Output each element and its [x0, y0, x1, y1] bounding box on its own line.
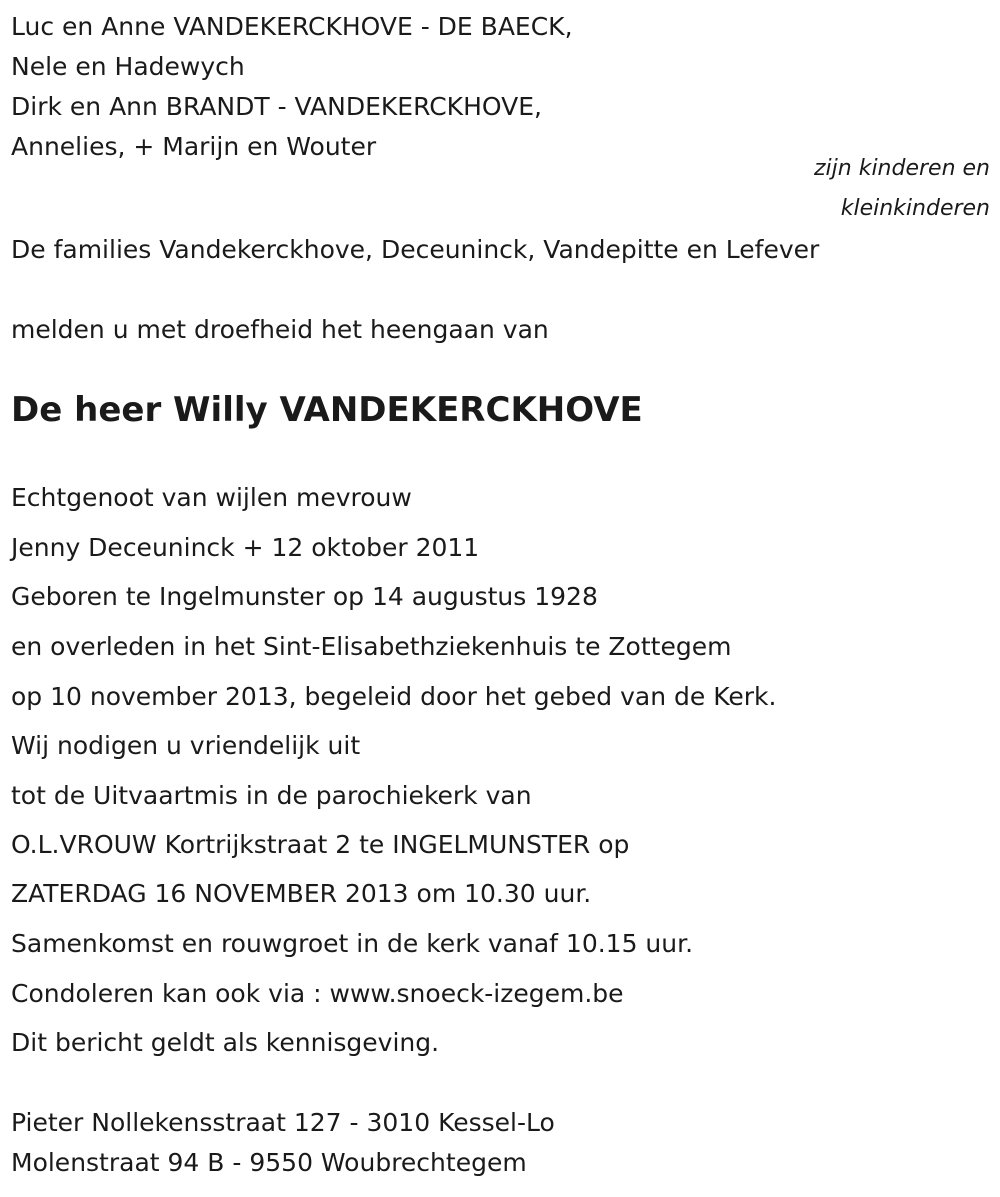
- relation-line-2: kleinkinderen: [840, 196, 990, 221]
- relation-line-1: zijn kinderen en: [814, 156, 990, 181]
- family-line-3: Dirk en Ann BRANDT - VANDEKERCKHOVE,: [11, 92, 542, 121]
- detail-line-4: en overleden in het Sint-Elisabethziekenhuis te Zottegem: [11, 632, 732, 661]
- detail-line-9: ZATERDAG 16 NOVEMBER 2013 om 10.30 uur.: [11, 879, 592, 908]
- announcement-line: melden u met droefheid het heengaan van: [11, 315, 549, 344]
- detail-line-7: tot de Uitvaartmis in de parochiekerk van: [11, 781, 532, 810]
- detail-line-12: Dit bericht geldt als kennisgeving.: [11, 1028, 440, 1057]
- detail-line-3: Geboren te Ingelmunster op 14 augustus 1928: [11, 582, 598, 611]
- address-line-1: Pieter Nollekensstraat 127 - 3010 Kessel-Lo: [11, 1108, 555, 1137]
- address-line-2: Molenstraat 94 B - 9550 Woubrechtegem: [11, 1148, 527, 1177]
- detail-line-10: Samenkomst en rouwgroet in de kerk vanaf 10.15 uur.: [11, 929, 694, 958]
- detail-line-11: Condoleren kan ook via : www.snoeck-izegem.be: [11, 979, 624, 1008]
- detail-line-2: Jenny Deceuninck + 12 oktober 2011: [11, 533, 480, 562]
- families-line: De families Vandekerckhove, Deceuninck, Vandepitte en Lefever: [11, 235, 820, 264]
- family-line-4: Annelies, + Marijn en Wouter: [11, 132, 377, 161]
- detail-line-6: Wij nodigen u vriendelijk uit: [11, 731, 361, 760]
- deceased-name: De heer Willy VANDEKERCKHOVE: [11, 390, 643, 430]
- detail-line-8: O.L.VROUW Kortrijkstraat 2 te INGELMUNSTER op: [11, 830, 630, 859]
- detail-line-1: Echtgenoot van wijlen mevrouw: [11, 483, 412, 512]
- family-line-1: Luc en Anne VANDEKERCKHOVE - DE BAECK,: [11, 12, 573, 41]
- family-line-2: Nele en Hadewych: [11, 52, 245, 81]
- detail-line-5: op 10 november 2013, begeleid door het gebed van de Kerk.: [11, 682, 777, 711]
